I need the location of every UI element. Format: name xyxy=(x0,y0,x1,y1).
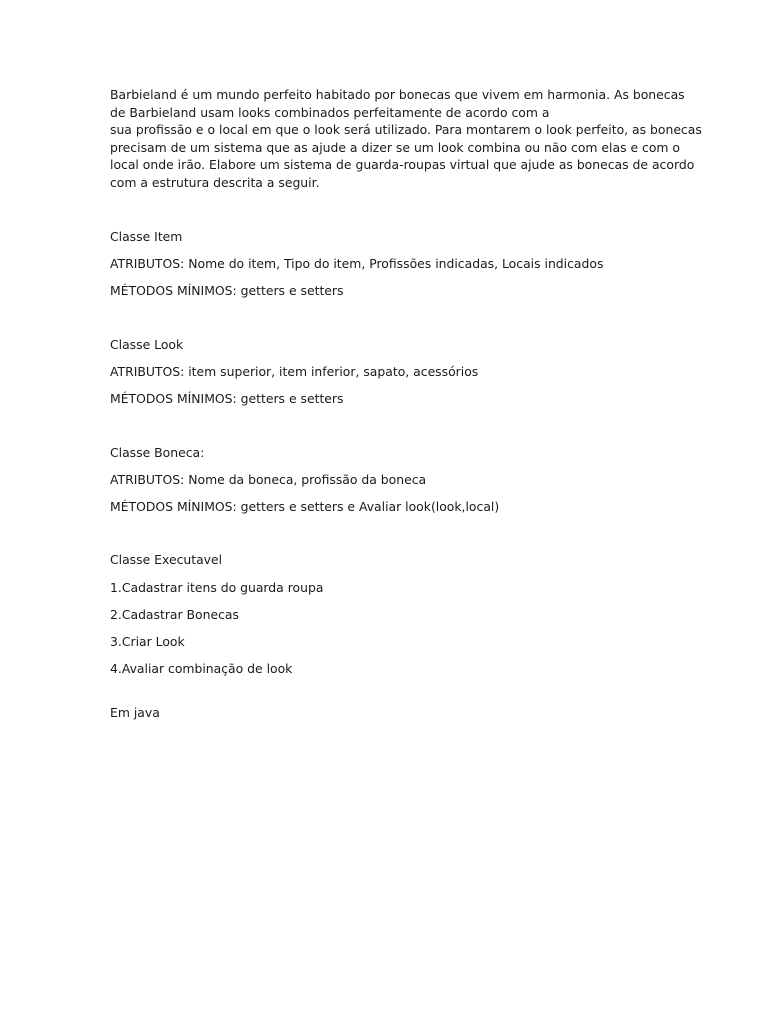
intro-line: Barbieland é um mundo perfeito habitado por bonecas que vivem em harmonia. As bonecas xyxy=(110,87,685,102)
list-item: 2.Cadastrar Bonecas xyxy=(110,606,239,622)
section-classe-item xyxy=(110,228,670,300)
section-attributes: ATRIBUTOS: Nome do item, Tipo do item, Profissões indicadas, Locais indicados xyxy=(110,255,604,271)
intro-line: de Barbieland usam looks combinados perfeitamente de acordo com a xyxy=(110,104,550,120)
list-item: 3.Criar Look xyxy=(110,634,185,650)
intro-line: sua profissão e o local em que o look será utilizado. Para montarem o look perfeito, as bonecas xyxy=(110,122,702,138)
intro-paragraph xyxy=(110,86,702,192)
intro-line: local onde irão. Elabore um sistema de guarda-roupas virtual que ajude as bonecas de acordo xyxy=(110,157,695,173)
section-attributes: ATRIBUTOS: item superior, item inferior, sapato, acessórios xyxy=(110,363,479,379)
intro-line: precisam de um sistema que as ajude a dizer se um look combina ou não com elas e com o xyxy=(110,139,681,155)
section-title: Classe Executavel xyxy=(110,552,223,568)
list-item: 4.Avaliar combinação de look xyxy=(110,661,293,677)
section-attributes: ATRIBUTOS: Nome da boneca, profissão da boneca xyxy=(110,471,427,487)
section-methods: MÉTODOS MÍNIMOS: getters e setters xyxy=(110,390,344,406)
section-classe-look xyxy=(110,336,670,408)
section-title: Classe Boneca: xyxy=(110,444,205,460)
section-methods: MÉTODOS MÍNIMOS: getters e setters xyxy=(110,282,344,298)
section-title: Classe Item xyxy=(110,228,183,244)
section-classe-boneca xyxy=(110,444,670,516)
section-title: Classe Look xyxy=(110,336,184,352)
list-item: 1.Cadastrar itens do guarda roupa xyxy=(110,579,324,595)
footer-note: Em java xyxy=(110,704,160,720)
intro-line: com a estrutura descrita a seguir. xyxy=(110,174,320,190)
document-body xyxy=(110,86,702,721)
section-methods: MÉTODOS MÍNIMOS: getters e setters e Avaliar look(look,local) xyxy=(110,498,500,514)
section-classe-executavel xyxy=(110,551,670,677)
